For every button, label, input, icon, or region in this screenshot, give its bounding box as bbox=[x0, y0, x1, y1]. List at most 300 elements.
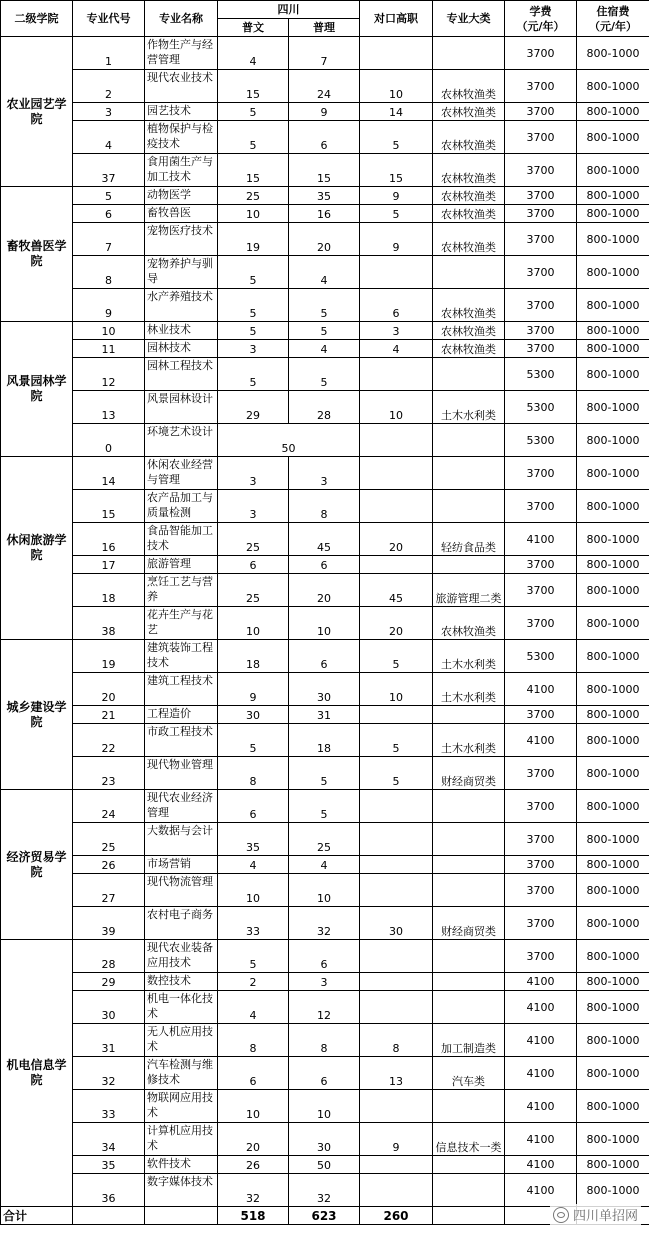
major-category bbox=[433, 1174, 505, 1207]
major-code: 8 bbox=[73, 256, 145, 289]
duikou-quota bbox=[360, 991, 433, 1024]
major-code: 31 bbox=[73, 1024, 145, 1057]
major-code: 39 bbox=[73, 907, 145, 940]
tuition-fee: 3700 bbox=[505, 223, 577, 256]
dorm-fee: 800-1000 bbox=[577, 973, 649, 991]
duikou-quota bbox=[360, 556, 433, 574]
total-puwen: 518 bbox=[218, 1207, 289, 1225]
major-code: 27 bbox=[73, 874, 145, 907]
major-name: 畜牧兽医 bbox=[145, 205, 218, 223]
table-row bbox=[1, 607, 649, 640]
tuition-fee: 3700 bbox=[505, 556, 577, 574]
major-category bbox=[433, 490, 505, 523]
table-row bbox=[1, 706, 649, 724]
dorm-fee: 800-1000 bbox=[577, 724, 649, 757]
duikou-quota: 13 bbox=[360, 1057, 433, 1090]
major-category: 财经商贸类 bbox=[433, 907, 505, 940]
puli-quota: 31 bbox=[289, 706, 360, 724]
major-code: 5 bbox=[73, 187, 145, 205]
major-category: 农林牧渔类 bbox=[433, 121, 505, 154]
table-row bbox=[1, 205, 649, 223]
major-code: 14 bbox=[73, 457, 145, 490]
major-name: 植物保护与检疫技术 bbox=[145, 121, 218, 154]
puli-quota: 6 bbox=[289, 640, 360, 673]
duikou-quota: 9 bbox=[360, 1123, 433, 1156]
puli-quota: 4 bbox=[289, 856, 360, 874]
major-name: 作物生产与经营管理 bbox=[145, 37, 218, 70]
puli-quota: 20 bbox=[289, 574, 360, 607]
tuition-fee: 3700 bbox=[505, 940, 577, 973]
major-name: 现代农业技术 bbox=[145, 70, 218, 103]
tuition-fee: 4100 bbox=[505, 1024, 577, 1057]
dorm-fee: 800-1000 bbox=[577, 289, 649, 322]
table-row bbox=[1, 424, 649, 457]
duikou-quota bbox=[360, 823, 433, 856]
college-name: 畜牧兽医学院 bbox=[1, 187, 73, 322]
puli-quota: 4 bbox=[289, 340, 360, 358]
table-row bbox=[1, 1024, 649, 1057]
major-code: 18 bbox=[73, 574, 145, 607]
major-name: 园林技术 bbox=[145, 340, 218, 358]
major-code: 26 bbox=[73, 856, 145, 874]
major-code: 16 bbox=[73, 523, 145, 556]
puli-quota: 5 bbox=[289, 358, 360, 391]
dorm-fee: 800-1000 bbox=[577, 1156, 649, 1174]
dorm-fee: 800-1000 bbox=[577, 907, 649, 940]
merged-quota: 50 bbox=[218, 424, 360, 457]
puwen-quota: 5 bbox=[218, 358, 289, 391]
duikou-quota: 9 bbox=[360, 187, 433, 205]
major-category: 农林牧渔类 bbox=[433, 340, 505, 358]
puwen-quota: 33 bbox=[218, 907, 289, 940]
dorm-fee: 800-1000 bbox=[577, 940, 649, 973]
major-code: 4 bbox=[73, 121, 145, 154]
major-category bbox=[433, 1090, 505, 1123]
header-puwen: 普文 bbox=[218, 19, 289, 37]
table-row bbox=[1, 1123, 649, 1156]
dorm-fee: 800-1000 bbox=[577, 340, 649, 358]
major-code: 21 bbox=[73, 706, 145, 724]
dorm-fee: 800-1000 bbox=[577, 991, 649, 1024]
major-code: 17 bbox=[73, 556, 145, 574]
header-code: 专业代号 bbox=[73, 1, 145, 37]
puli-quota: 25 bbox=[289, 823, 360, 856]
puwen-quota: 10 bbox=[218, 607, 289, 640]
duikou-quota bbox=[360, 874, 433, 907]
major-category: 农林牧渔类 bbox=[433, 154, 505, 187]
duikou-quota: 5 bbox=[360, 757, 433, 790]
major-name: 数字媒体技术 bbox=[145, 1174, 218, 1207]
major-code: 25 bbox=[73, 823, 145, 856]
dorm-fee: 800-1000 bbox=[577, 391, 649, 424]
major-category: 农林牧渔类 bbox=[433, 289, 505, 322]
puli-quota: 8 bbox=[289, 490, 360, 523]
major-category bbox=[433, 1156, 505, 1174]
puli-quota: 6 bbox=[289, 121, 360, 154]
major-name: 无人机应用技术 bbox=[145, 1024, 218, 1057]
wechat-icon bbox=[553, 1207, 569, 1223]
major-code: 35 bbox=[73, 1156, 145, 1174]
major-name: 农产品加工与质量检测 bbox=[145, 490, 218, 523]
major-code: 19 bbox=[73, 640, 145, 673]
dorm-fee: 800-1000 bbox=[577, 1123, 649, 1156]
puli-quota: 30 bbox=[289, 1123, 360, 1156]
major-code: 24 bbox=[73, 790, 145, 823]
puwen-quota: 19 bbox=[218, 223, 289, 256]
major-category bbox=[433, 358, 505, 391]
puwen-quota: 5 bbox=[218, 724, 289, 757]
major-category: 土木水利类 bbox=[433, 640, 505, 673]
puwen-quota: 8 bbox=[218, 757, 289, 790]
duikou-quota: 5 bbox=[360, 724, 433, 757]
major-name: 数控技术 bbox=[145, 973, 218, 991]
tuition-fee: 3700 bbox=[505, 706, 577, 724]
header-sichuan: 四川 bbox=[218, 1, 360, 19]
total-label: 合计 bbox=[1, 1207, 73, 1225]
dorm-fee: 800-1000 bbox=[577, 256, 649, 289]
header-dorm-top: 住宿费 bbox=[596, 4, 630, 18]
table-row bbox=[1, 322, 649, 340]
major-name: 市政工程技术 bbox=[145, 724, 218, 757]
tuition-fee: 4100 bbox=[505, 523, 577, 556]
table-row bbox=[1, 187, 649, 205]
major-name: 风景园林设计 bbox=[145, 391, 218, 424]
puwen-quota: 5 bbox=[218, 121, 289, 154]
tuition-fee: 3700 bbox=[505, 856, 577, 874]
table-row bbox=[1, 223, 649, 256]
table-row bbox=[1, 457, 649, 490]
puli-quota: 5 bbox=[289, 322, 360, 340]
major-code: 28 bbox=[73, 940, 145, 973]
major-category bbox=[433, 973, 505, 991]
dorm-fee: 800-1000 bbox=[577, 1057, 649, 1090]
major-code: 29 bbox=[73, 973, 145, 991]
table-row bbox=[1, 1174, 649, 1207]
header-college: 二级学院 bbox=[1, 1, 73, 37]
major-category bbox=[433, 856, 505, 874]
major-code: 11 bbox=[73, 340, 145, 358]
college-name: 休闲旅游学院 bbox=[1, 457, 73, 640]
major-category bbox=[433, 37, 505, 70]
tuition-fee: 4100 bbox=[505, 1090, 577, 1123]
tuition-fee: 3700 bbox=[505, 757, 577, 790]
watermark bbox=[550, 1204, 641, 1225]
major-category bbox=[433, 790, 505, 823]
duikou-quota bbox=[360, 973, 433, 991]
puwen-quota: 32 bbox=[218, 1174, 289, 1207]
tuition-fee: 3700 bbox=[505, 607, 577, 640]
puli-quota: 45 bbox=[289, 523, 360, 556]
major-code: 9 bbox=[73, 289, 145, 322]
major-name: 林业技术 bbox=[145, 322, 218, 340]
table-row bbox=[1, 70, 649, 103]
dorm-fee: 800-1000 bbox=[577, 757, 649, 790]
puli-quota: 3 bbox=[289, 457, 360, 490]
major-code: 15 bbox=[73, 490, 145, 523]
table-row bbox=[1, 907, 649, 940]
total-empty-cell bbox=[433, 1207, 505, 1225]
duikou-quota: 20 bbox=[360, 607, 433, 640]
major-category bbox=[433, 991, 505, 1024]
table-row bbox=[1, 874, 649, 907]
major-category bbox=[433, 940, 505, 973]
major-name: 现代物流管理 bbox=[145, 874, 218, 907]
major-code: 0 bbox=[73, 424, 145, 457]
header-tuition-bottom: （元/年） bbox=[516, 19, 565, 33]
table-row bbox=[1, 523, 649, 556]
dorm-fee: 800-1000 bbox=[577, 607, 649, 640]
duikou-quota: 5 bbox=[360, 205, 433, 223]
puwen-quota: 6 bbox=[218, 790, 289, 823]
tuition-fee: 3700 bbox=[505, 574, 577, 607]
table-row bbox=[1, 37, 649, 70]
major-category: 信息技术一类 bbox=[433, 1123, 505, 1156]
major-code: 2 bbox=[73, 70, 145, 103]
major-name: 烹饪工艺与营养 bbox=[145, 574, 218, 607]
table-row bbox=[1, 724, 649, 757]
tuition-fee: 3700 bbox=[505, 823, 577, 856]
major-code: 10 bbox=[73, 322, 145, 340]
dorm-fee: 800-1000 bbox=[577, 322, 649, 340]
puli-quota: 10 bbox=[289, 1090, 360, 1123]
duikou-quota: 8 bbox=[360, 1024, 433, 1057]
total-empty-cell bbox=[73, 1207, 145, 1225]
duikou-quota bbox=[360, 37, 433, 70]
dorm-fee: 800-1000 bbox=[577, 457, 649, 490]
tuition-fee: 3700 bbox=[505, 205, 577, 223]
dorm-fee: 800-1000 bbox=[577, 640, 649, 673]
tuition-fee: 3700 bbox=[505, 874, 577, 907]
major-name: 建筑工程技术 bbox=[145, 673, 218, 706]
puwen-quota: 6 bbox=[218, 556, 289, 574]
puli-quota: 50 bbox=[289, 1156, 360, 1174]
duikou-quota bbox=[360, 1090, 433, 1123]
major-name: 园林工程技术 bbox=[145, 358, 218, 391]
puli-quota: 18 bbox=[289, 724, 360, 757]
puli-quota: 30 bbox=[289, 673, 360, 706]
duikou-quota bbox=[360, 856, 433, 874]
tuition-fee: 3700 bbox=[505, 322, 577, 340]
duikou-quota: 6 bbox=[360, 289, 433, 322]
major-name: 园艺技术 bbox=[145, 103, 218, 121]
header-duikou: 对口高职 bbox=[360, 1, 433, 37]
puwen-quota: 5 bbox=[218, 940, 289, 973]
major-name: 市场营销 bbox=[145, 856, 218, 874]
puwen-quota: 3 bbox=[218, 457, 289, 490]
header-dorm-bottom: （元/年） bbox=[588, 19, 638, 33]
college-name: 经济贸易学院 bbox=[1, 790, 73, 940]
table-row bbox=[1, 103, 649, 121]
table-row bbox=[1, 121, 649, 154]
puli-quota: 16 bbox=[289, 205, 360, 223]
major-code: 23 bbox=[73, 757, 145, 790]
tuition-fee: 3700 bbox=[505, 256, 577, 289]
major-name: 旅游管理 bbox=[145, 556, 218, 574]
tuition-fee: 5300 bbox=[505, 640, 577, 673]
major-name: 宠物医疗技术 bbox=[145, 223, 218, 256]
major-category: 农林牧渔类 bbox=[433, 205, 505, 223]
major-category: 农林牧渔类 bbox=[433, 322, 505, 340]
college-name: 城乡建设学院 bbox=[1, 640, 73, 790]
duikou-quota: 45 bbox=[360, 574, 433, 607]
table-row bbox=[1, 1057, 649, 1090]
major-code: 6 bbox=[73, 205, 145, 223]
puli-quota: 7 bbox=[289, 37, 360, 70]
major-name: 花卉生产与花艺 bbox=[145, 607, 218, 640]
puwen-quota: 30 bbox=[218, 706, 289, 724]
dorm-fee: 800-1000 bbox=[577, 490, 649, 523]
puli-quota: 6 bbox=[289, 556, 360, 574]
major-code: 34 bbox=[73, 1123, 145, 1156]
major-code: 20 bbox=[73, 673, 145, 706]
puwen-quota: 26 bbox=[218, 1156, 289, 1174]
puli-quota: 35 bbox=[289, 187, 360, 205]
major-code: 7 bbox=[73, 223, 145, 256]
major-category: 土木水利类 bbox=[433, 673, 505, 706]
header-tuition bbox=[505, 1, 577, 37]
major-code: 3 bbox=[73, 103, 145, 121]
puli-quota: 8 bbox=[289, 1024, 360, 1057]
header-name: 专业名称 bbox=[145, 1, 218, 37]
major-code: 32 bbox=[73, 1057, 145, 1090]
puli-quota: 3 bbox=[289, 973, 360, 991]
puli-quota: 6 bbox=[289, 1057, 360, 1090]
dorm-fee: 800-1000 bbox=[577, 823, 649, 856]
duikou-quota: 14 bbox=[360, 103, 433, 121]
duikou-quota: 5 bbox=[360, 121, 433, 154]
tuition-fee: 3700 bbox=[505, 187, 577, 205]
table-row bbox=[1, 973, 649, 991]
puwen-quota: 25 bbox=[218, 187, 289, 205]
puli-quota: 12 bbox=[289, 991, 360, 1024]
major-category: 农林牧渔类 bbox=[433, 607, 505, 640]
major-category: 农林牧渔类 bbox=[433, 187, 505, 205]
major-name: 农村电子商务 bbox=[145, 907, 218, 940]
duikou-quota: 9 bbox=[360, 223, 433, 256]
major-name: 环境艺术设计 bbox=[145, 424, 218, 457]
table-row bbox=[1, 991, 649, 1024]
major-category: 旅游管理二类 bbox=[433, 574, 505, 607]
puwen-quota: 5 bbox=[218, 322, 289, 340]
puli-quota: 24 bbox=[289, 70, 360, 103]
major-code: 12 bbox=[73, 358, 145, 391]
dorm-fee: 800-1000 bbox=[577, 121, 649, 154]
table-row bbox=[1, 154, 649, 187]
major-name: 计算机应用技术 bbox=[145, 1123, 218, 1156]
tuition-fee: 5300 bbox=[505, 391, 577, 424]
major-name: 大数据与会计 bbox=[145, 823, 218, 856]
puli-quota: 28 bbox=[289, 391, 360, 424]
tuition-fee: 5300 bbox=[505, 358, 577, 391]
puli-quota: 10 bbox=[289, 874, 360, 907]
total-duikou: 260 bbox=[360, 1207, 433, 1225]
header-dorm bbox=[577, 1, 649, 37]
dorm-fee: 800-1000 bbox=[577, 37, 649, 70]
major-name: 休闲农业经营与管理 bbox=[145, 457, 218, 490]
duikou-quota: 30 bbox=[360, 907, 433, 940]
major-category: 土木水利类 bbox=[433, 391, 505, 424]
dorm-fee: 800-1000 bbox=[577, 790, 649, 823]
table-row bbox=[1, 856, 649, 874]
tuition-fee: 4100 bbox=[505, 1174, 577, 1207]
puli-quota: 32 bbox=[289, 907, 360, 940]
puwen-quota: 15 bbox=[218, 154, 289, 187]
major-category: 农林牧渔类 bbox=[433, 103, 505, 121]
table-row bbox=[1, 757, 649, 790]
tuition-fee: 4100 bbox=[505, 1156, 577, 1174]
major-category bbox=[433, 874, 505, 907]
tuition-fee: 3700 bbox=[505, 340, 577, 358]
duikou-quota: 10 bbox=[360, 70, 433, 103]
major-name: 工程造价 bbox=[145, 706, 218, 724]
puwen-quota: 5 bbox=[218, 103, 289, 121]
header-puli: 普理 bbox=[289, 19, 360, 37]
puwen-quota: 18 bbox=[218, 640, 289, 673]
major-code: 22 bbox=[73, 724, 145, 757]
major-code: 30 bbox=[73, 991, 145, 1024]
major-category bbox=[433, 823, 505, 856]
dorm-fee: 800-1000 bbox=[577, 205, 649, 223]
table-row bbox=[1, 640, 649, 673]
major-code: 36 bbox=[73, 1174, 145, 1207]
tuition-fee: 3700 bbox=[505, 790, 577, 823]
major-name: 水产养殖技术 bbox=[145, 289, 218, 322]
duikou-quota bbox=[360, 358, 433, 391]
watermark-text: 四川单招网 bbox=[572, 1209, 638, 1224]
tuition-fee: 4100 bbox=[505, 1057, 577, 1090]
major-name: 物联网应用技术 bbox=[145, 1090, 218, 1123]
major-code: 37 bbox=[73, 154, 145, 187]
puli-quota: 9 bbox=[289, 103, 360, 121]
major-category: 汽车类 bbox=[433, 1057, 505, 1090]
puli-quota: 20 bbox=[289, 223, 360, 256]
tuition-fee: 3700 bbox=[505, 490, 577, 523]
duikou-quota bbox=[360, 940, 433, 973]
dorm-fee: 800-1000 bbox=[577, 856, 649, 874]
table-row bbox=[1, 1090, 649, 1123]
table-row bbox=[1, 289, 649, 322]
major-code: 38 bbox=[73, 607, 145, 640]
duikou-quota: 5 bbox=[360, 640, 433, 673]
duikou-quota: 10 bbox=[360, 391, 433, 424]
college-name: 机电信息学院 bbox=[1, 940, 73, 1207]
major-category: 加工制造类 bbox=[433, 1024, 505, 1057]
table-row bbox=[1, 556, 649, 574]
duikou-quota bbox=[360, 1156, 433, 1174]
table-row bbox=[1, 358, 649, 391]
duikou-quota: 20 bbox=[360, 523, 433, 556]
major-name: 宠物养护与驯导 bbox=[145, 256, 218, 289]
puli-quota: 6 bbox=[289, 940, 360, 973]
tuition-fee: 4100 bbox=[505, 991, 577, 1024]
major-category: 农林牧渔类 bbox=[433, 223, 505, 256]
puwen-quota: 35 bbox=[218, 823, 289, 856]
table-row bbox=[1, 940, 649, 973]
puwen-quota: 5 bbox=[218, 289, 289, 322]
dorm-fee: 800-1000 bbox=[577, 523, 649, 556]
puwen-quota: 2 bbox=[218, 973, 289, 991]
major-category bbox=[433, 556, 505, 574]
dorm-fee: 800-1000 bbox=[577, 424, 649, 457]
duikou-quota bbox=[360, 490, 433, 523]
tuition-fee: 3700 bbox=[505, 289, 577, 322]
tuition-fee: 3700 bbox=[505, 103, 577, 121]
header-category: 专业大类 bbox=[433, 1, 505, 37]
duikou-quota bbox=[360, 457, 433, 490]
major-name: 现代物业管理 bbox=[145, 757, 218, 790]
puwen-quota: 20 bbox=[218, 1123, 289, 1156]
tuition-fee: 3700 bbox=[505, 70, 577, 103]
